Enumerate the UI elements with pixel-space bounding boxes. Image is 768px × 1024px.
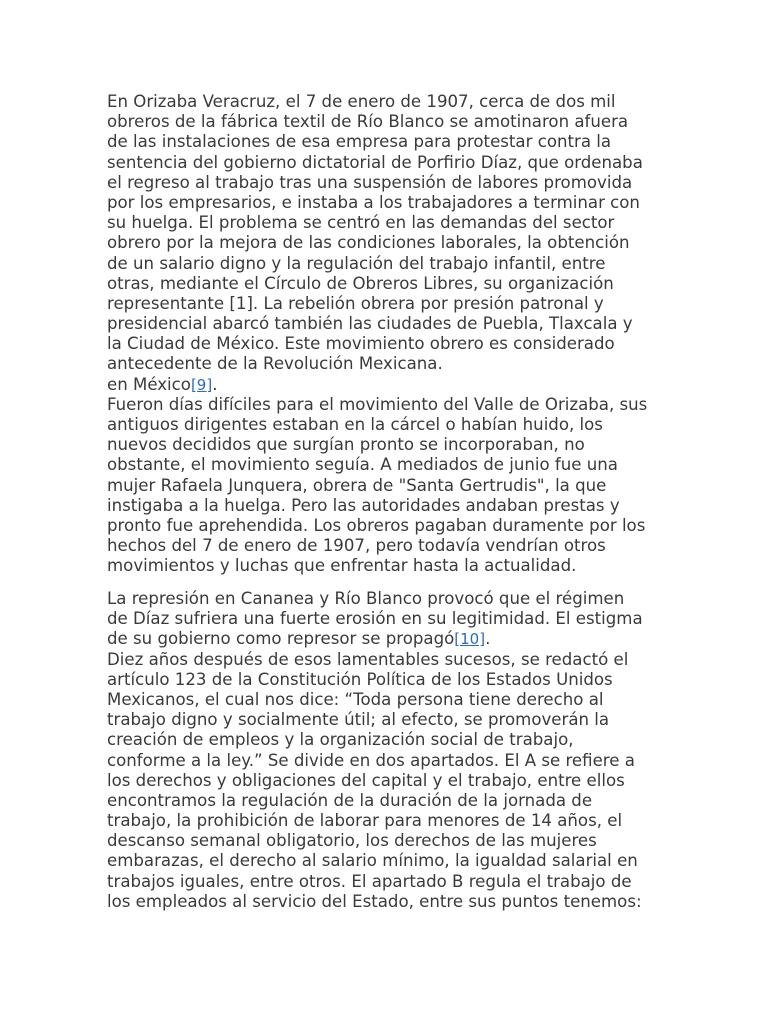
- text-line: por los empresarios, e instaba a los trabajadores a terminar con: [107, 192, 640, 212]
- text-line: artículo 123 de la Constitución Política de los Estados Unidos: [107, 669, 613, 689]
- text-line: Diez años después de esos lamentables sucesos, se redactó el: [107, 649, 629, 669]
- text-line: de Díaz sufriera una fuerte erosión en su legitimidad. El estigma: [107, 609, 643, 629]
- text-line: obstante, el movimiento seguía. A mediados de junio fue una: [107, 455, 618, 475]
- text-line: Fueron días difíciles para el movimiento del Valle de Orizaba, sus: [107, 394, 648, 414]
- text-line: trabajo digno y socialmente útil; al efecto, se promoverán la: [107, 710, 610, 730]
- text-line: nuevos decididos que surgían pronto se incorporaban, no: [107, 435, 585, 455]
- text-line: creación de empleos y la organización social de trabajo,: [107, 730, 574, 750]
- text-line: Mexicanos, el cual nos dice: “Toda persona tiene derecho al: [107, 689, 604, 709]
- text-line: antiguos dirigentes estaban en la cárcel o habían huido, los: [107, 415, 603, 434]
- text-line: el regreso al trabajo tras una suspensión de labores promovida: [107, 172, 633, 192]
- text-segment: .: [212, 374, 218, 394]
- text-line: encontramos la regulación de la duración de la jornada de: [107, 790, 593, 810]
- text-line: sentencia del gobierno dictatorial de Porfirio Díaz, que ordenaba: [107, 152, 643, 172]
- text-block-2: [107, 589, 687, 912]
- text-line: antecedente de la Revolución Mexicana.: [107, 354, 443, 374]
- text-line: de las instalaciones de esa empresa para protestar contra la: [107, 132, 612, 152]
- text-line: embarazas, el derecho al salario mínimo, la igualdad salarial en: [107, 851, 638, 871]
- text-line-with-ref: [107, 629, 687, 649]
- text-line: obreros de la fábrica textil de Río Blanco se amotinaron afuera: [107, 112, 629, 132]
- text-line: obrero por la mejora de las condiciones laborales, la obtención: [107, 233, 630, 253]
- text-line: La represión en Cananea y Río Blanco provocó que el régimen: [107, 589, 625, 608]
- text-line: los derechos y obligaciones del capital y el trabajo, entre ellos: [107, 770, 625, 790]
- text-line: trabajos iguales, entre otros. El apartado B regula el trabajo de: [107, 871, 632, 891]
- text-line: trabajo, la prohibición de laborar para menores de 14 años, el: [107, 811, 623, 831]
- text-line: En Orizaba Veracruz, el 7 de enero de 1907, cerca de dos mil: [107, 92, 616, 111]
- text-line: la Ciudad de México. Este movimiento obrero es considerado: [107, 334, 615, 354]
- text-line: descanso semanal obligatorio, los derechos de las mujeres: [107, 831, 597, 851]
- text-segment: en México: [107, 374, 191, 394]
- text-line: pronto fue aprehendida. Los obreros pagaban duramente por los: [107, 515, 646, 535]
- text-line-with-ref: [107, 375, 687, 395]
- text-line: presidencial abarcó también las ciudades de Puebla, Tlaxcala y: [107, 314, 633, 334]
- text-segment: .: [485, 629, 491, 649]
- footnote-link-10[interactable]: [10]: [454, 630, 486, 649]
- text-line: mujer Rafaela Junquera, obrera de "Santa Gertrudis", la que: [107, 475, 607, 495]
- text-line: de un salario digno y la regulación del trabajo infantil, entre: [107, 253, 606, 273]
- text-line: representante [1]. La rebelión obrera por presión patronal y: [107, 293, 604, 313]
- footnote-link-9[interactable]: [9]: [190, 375, 213, 394]
- text-block-1: [107, 92, 687, 577]
- text-line: instigaba a la huelga. Pero las autoridades andaban prestas y: [107, 495, 620, 515]
- text-line: hechos del 7 de enero de 1907, pero todavía vendrían otros: [107, 536, 606, 556]
- text-line: movimientos y luchas que enfrentar hasta la actualidad.: [107, 556, 577, 576]
- text-line: otras, mediante el Círculo de Obreros Libres, su organización: [107, 273, 614, 293]
- text-line: conforme a la ley.” Se divide en dos apartados. El A se refiere a: [107, 750, 635, 770]
- text-line: su huelga. El problema se centró en las demandas del sector: [107, 213, 615, 233]
- text-segment: de su gobierno como represor se propagó: [107, 629, 455, 649]
- text-line: los empleados al servicio del Estado, entre sus puntos tenemos:: [107, 891, 642, 911]
